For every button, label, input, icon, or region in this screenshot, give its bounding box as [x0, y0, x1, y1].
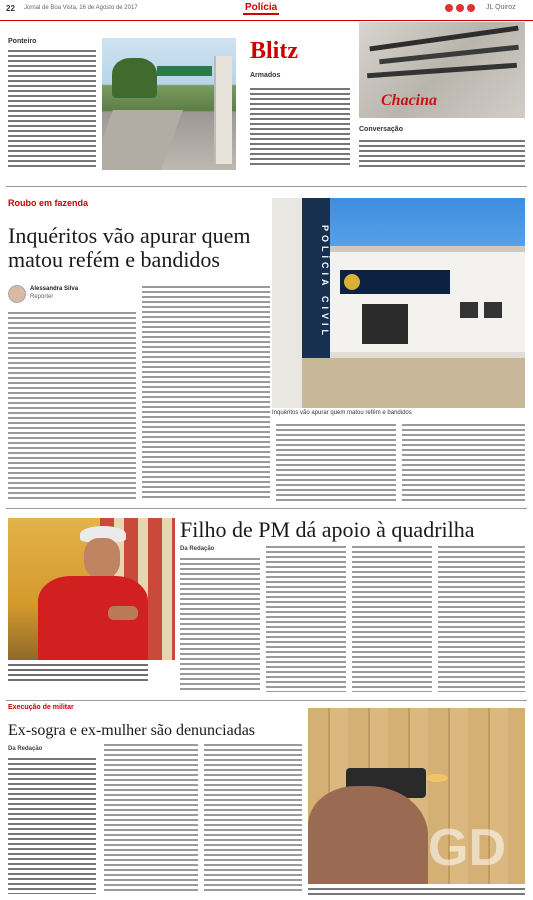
- gd-watermark: GD: [428, 819, 506, 877]
- window-shape: [460, 302, 478, 318]
- story1-column-4: [402, 424, 525, 502]
- conversacao-kicker: Conversação: [359, 126, 403, 133]
- conversacao-text: [359, 140, 525, 168]
- sign-text-policia: POLÍCIA: [320, 224, 330, 290]
- suspect-caption: [8, 664, 148, 684]
- twitter-icon[interactable]: [456, 4, 464, 12]
- face-shape: [84, 538, 120, 578]
- section-label[interactable]: Polícia: [245, 2, 278, 13]
- muzzle-flash-shape: [426, 774, 448, 782]
- police-sign-pillar: [302, 198, 330, 358]
- story3-column-3: [204, 744, 302, 894]
- arm-shape: [108, 606, 138, 620]
- badge-icon: [344, 274, 360, 290]
- ponteiro-text: [8, 50, 96, 168]
- page-number: 22: [6, 4, 15, 13]
- suspect-photo: [8, 518, 175, 660]
- story1-column-3: [276, 424, 396, 502]
- story3-headline: Ex-sogra e ex-mulher são denunciadas: [8, 722, 256, 739]
- divider: [6, 186, 527, 187]
- ground-shape: [302, 358, 525, 408]
- story1-caption: Inquéritos vão apurar quem matou refém e bandidos: [272, 410, 412, 416]
- story2-column-4: [438, 546, 525, 692]
- date-line: Jornal de Boa Vista, 16 de Agosto de 2017: [24, 5, 138, 11]
- window-shape: [484, 302, 502, 318]
- chacina-banner: Chacina: [381, 92, 438, 109]
- hand-shape: [308, 786, 428, 884]
- story3-kicker: Execução de militar: [8, 704, 74, 711]
- author-name: Alessandra Silva: [30, 286, 79, 292]
- story2-headline: Filho de PM dá apoio à quadrilha: [180, 517, 475, 542]
- facebook-icon[interactable]: [445, 4, 453, 12]
- story3-column-1: [8, 758, 96, 894]
- instagram-icon[interactable]: [467, 4, 475, 12]
- blitz-kicker: Armados: [250, 72, 281, 79]
- divider: [6, 700, 527, 701]
- police-station-photo: [272, 198, 525, 408]
- author-avatar: [8, 285, 26, 303]
- story3-byline: Da Redação: [8, 746, 43, 752]
- ponteiro-kicker: Ponteiro: [8, 38, 37, 45]
- rifle-shape: [367, 63, 517, 78]
- rifle-shape: [379, 45, 519, 65]
- road-sign-shape: [157, 66, 212, 76]
- story3-column-2: [104, 744, 198, 894]
- building-shape: [330, 246, 525, 352]
- gun-photo: [308, 708, 525, 884]
- story2-column-3: [352, 546, 432, 692]
- blitz-title: Blitz: [250, 38, 298, 64]
- story2-column-1: [180, 558, 260, 692]
- entrance-shape: [362, 304, 408, 344]
- story1-kicker: Roubo em fazenda: [8, 198, 89, 208]
- story1-column-2: [142, 286, 270, 500]
- story2-byline: Da Redação: [180, 546, 215, 552]
- road-shape: [102, 110, 183, 170]
- wall-shape: [272, 198, 302, 408]
- sign-text-civil: CIVIL: [320, 296, 330, 340]
- weapons-photo: [359, 22, 525, 118]
- gun-photo-caption: [308, 888, 525, 895]
- blitz-text: [250, 88, 350, 168]
- pillar-shape: [214, 56, 232, 164]
- brand-name: JL Quiroz: [486, 4, 516, 11]
- author-role: Repórter: [30, 294, 54, 300]
- divider: [6, 508, 527, 509]
- road-photo: [102, 38, 236, 170]
- story2-column-2: [266, 546, 346, 692]
- story1-headline: Inquéritos vão apurar quem matou refém e bandidos: [8, 223, 251, 273]
- story1-column-1: [8, 312, 136, 500]
- tree-shape: [112, 58, 157, 98]
